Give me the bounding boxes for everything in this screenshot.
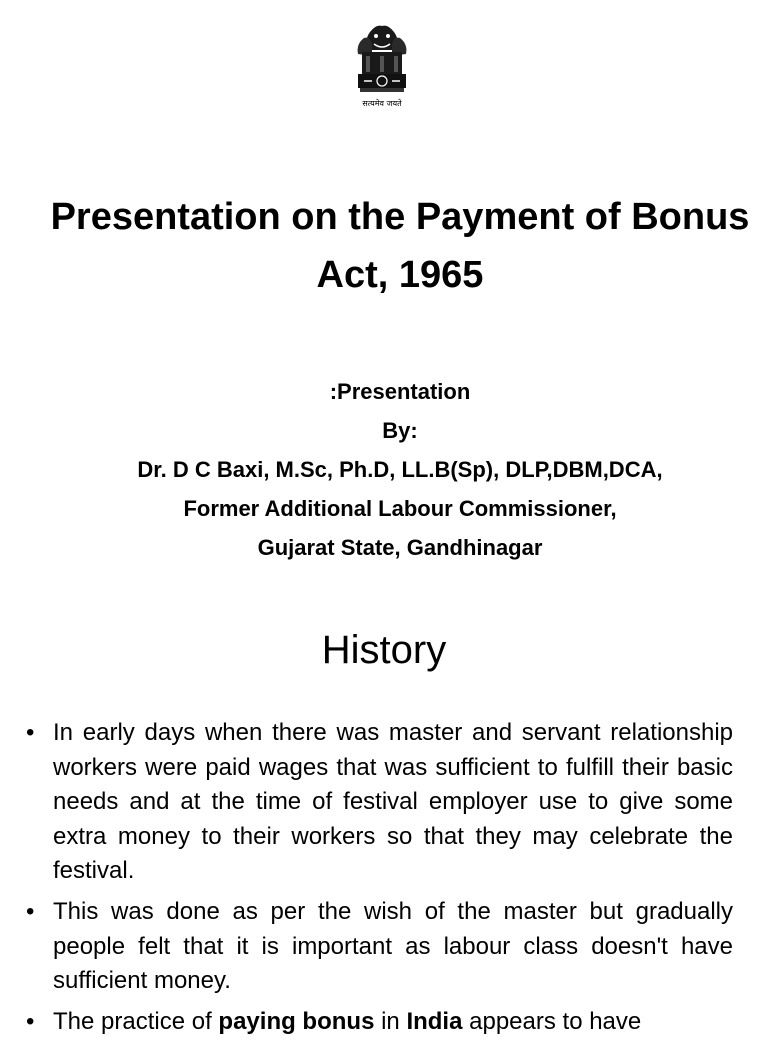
section-heading-history: History bbox=[321, 628, 447, 672]
presenter-name: Dr. D C Baxi, M.Sc, Ph.D, LL.B(Sp), DLP,DBM,DCA, bbox=[137, 457, 663, 482]
presentation-title: Presentation on the Payment of Bonus Act, 1965 bbox=[50, 196, 750, 296]
emblem-motto: सत्यमेव जयते bbox=[362, 99, 402, 108]
history-bullet-list bbox=[0, 716, 768, 1045]
presenter-location: Gujarat State, Gandhinagar bbox=[257, 535, 543, 560]
bullet-text: In early days when there was master and servant relationship workers were paid wages that was sufficient to fulfill their basic needs and at the time of festival employer use to give some extra money to their workers so that they may celebrate the festival. bbox=[53, 719, 733, 885]
presenter-block bbox=[40, 372, 760, 567]
list-item bbox=[0, 895, 768, 999]
list-item bbox=[0, 716, 768, 889]
bullet-icon: • bbox=[26, 897, 35, 925]
bullet-icon: • bbox=[26, 1007, 35, 1035]
presenter-designation: Former Additional Labour Commissioner, bbox=[183, 496, 617, 521]
presenter-line-by: By: bbox=[382, 418, 418, 443]
bullet-text-part: appears to have bbox=[462, 1007, 642, 1035]
presenter-line-presentation: :Presentation bbox=[329, 379, 471, 404]
bullet-icon: • bbox=[26, 719, 35, 746]
list-item bbox=[0, 1005, 768, 1040]
bullet-text-bold: paying bonus bbox=[218, 1007, 375, 1035]
bullet-text: This was done as per the wish of the master but gradually people felt that it is important as labour class doesn't have sufficient money. bbox=[53, 897, 733, 995]
bullet-text bbox=[53, 1005, 733, 1040]
bullet-text-bold: India bbox=[406, 1007, 463, 1035]
bullet-text-part: in bbox=[374, 1007, 407, 1035]
bullet-text-part: The practice of bbox=[53, 1007, 219, 1035]
